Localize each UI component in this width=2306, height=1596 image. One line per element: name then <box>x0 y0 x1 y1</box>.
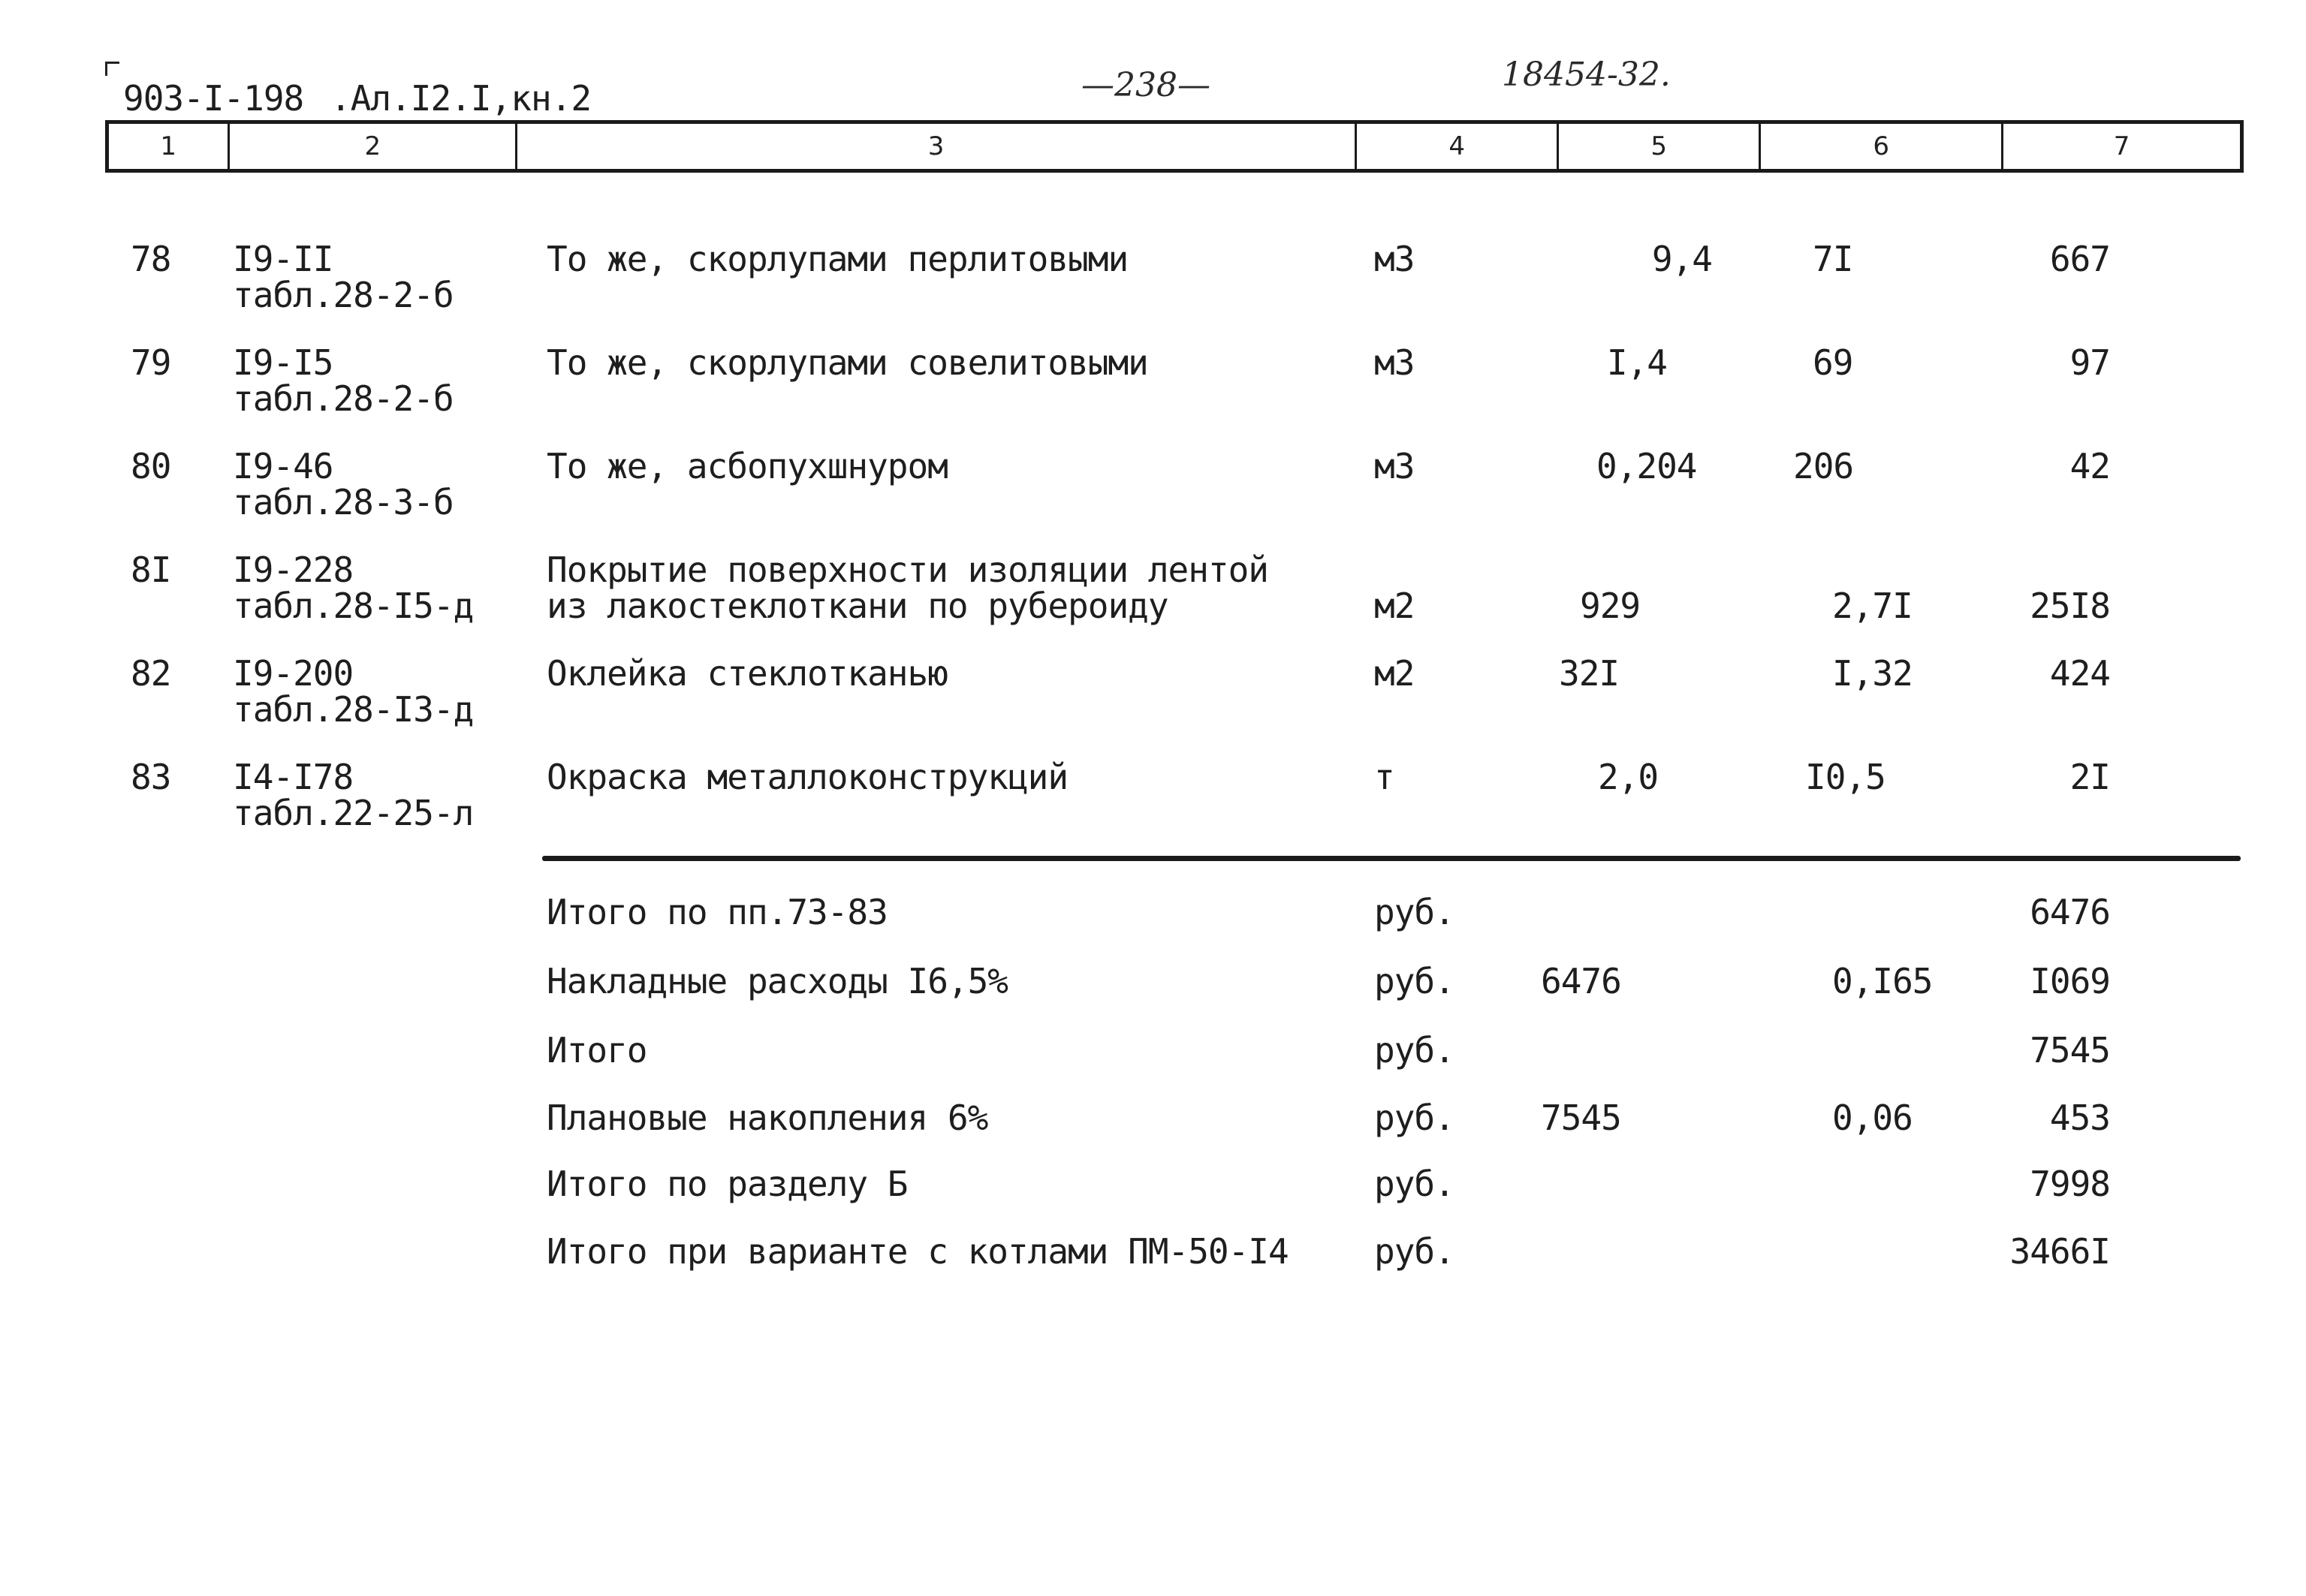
quantity: 9,4 <box>1651 239 1712 279</box>
summary-total: 7545 <box>2030 1030 2110 1071</box>
quantity: 2,0 <box>1598 757 1659 797</box>
quantity: 32I <box>1559 653 1620 694</box>
work-description: Окраска металлоконструкций <box>547 757 1069 797</box>
unit: м3 <box>1374 239 1415 279</box>
column-header: 7 <box>2113 131 2130 161</box>
total-cost: 667 <box>2049 239 2110 279</box>
norm-code: I9-II <box>233 239 333 279</box>
column-header: 4 <box>1357 124 1559 169</box>
summary-label: Итого по пп.73-83 <box>547 892 888 932</box>
corner-mark <box>105 62 119 76</box>
summary-label: Накладные расходы I6,5% <box>547 961 1008 1001</box>
doc-code: 903-I-198 <box>123 78 304 119</box>
column-header-row <box>105 120 2244 173</box>
total-cost: 42 <box>2069 446 2110 486</box>
row-number: 80 <box>131 446 171 486</box>
total-cost: 2I <box>2069 757 2110 797</box>
norm-table: табл.28-I5-д <box>233 586 474 626</box>
summary-label: Плановые накопления 6% <box>547 1098 988 1138</box>
summary-total: I069 <box>2030 961 2110 1001</box>
unit-price: 206 <box>1793 446 1854 486</box>
summary-base: 6476 <box>1541 961 1621 1001</box>
summary-unit: руб. <box>1374 1098 1454 1138</box>
unit: м2 <box>1374 653 1415 694</box>
summary-rate: 0,I65 <box>1832 961 1933 1001</box>
row-number: 78 <box>131 239 171 279</box>
norm-reference <box>233 342 454 419</box>
work-description-continued: из лакостеклоткани по рубероиду <box>547 586 1168 626</box>
album-reference: .Ал.I2.I,кн.2 <box>330 78 592 119</box>
unit: м3 <box>1374 446 1415 486</box>
quantity: 0,204 <box>1596 446 1697 486</box>
total-cost: 25I8 <box>2030 586 2110 626</box>
norm-code: I9-I5 <box>233 342 333 383</box>
unit-price: 7I <box>1813 239 1853 279</box>
summary-label: Итого <box>547 1030 647 1071</box>
summary-unit: руб. <box>1374 892 1454 932</box>
norm-table: табл.28-I3-д <box>233 689 474 730</box>
summary-rate: 0,06 <box>1832 1098 1913 1138</box>
norm-code: I4-I78 <box>233 757 354 797</box>
norm-table: табл.28-3-б <box>233 482 454 522</box>
summary-total: 453 <box>2049 1098 2110 1138</box>
norm-code: I9-200 <box>233 653 354 694</box>
total-cost: 97 <box>2069 342 2110 383</box>
work-description: Покрытие поверхности изоляции лентой <box>547 550 1268 590</box>
quantity: 929 <box>1580 586 1641 626</box>
quantity: I,4 <box>1606 342 1667 383</box>
column-header: 1 <box>109 124 230 169</box>
unit: м2 <box>1374 586 1415 626</box>
norm-reference <box>233 239 454 315</box>
summary-divider <box>542 856 2241 861</box>
row-number: 79 <box>131 342 171 383</box>
summary-unit: руб. <box>1374 1030 1454 1071</box>
summary-unit: руб. <box>1374 961 1454 1001</box>
unit-price: I,32 <box>1832 653 1913 694</box>
work-description: То же, скорлупами совелитовыми <box>547 342 1148 383</box>
summary-unit: руб. <box>1374 1231 1454 1272</box>
total-cost: 424 <box>2049 653 2110 694</box>
work-description: Оклейка стеклотканью <box>547 653 948 694</box>
summary-label: Итого по разделу Б <box>547 1164 908 1204</box>
unit-price: I0,5 <box>1805 757 1885 797</box>
norm-table: табл.22-25-л <box>233 793 474 833</box>
column-header: 5 <box>1559 124 1761 169</box>
norm-reference <box>233 550 474 626</box>
row-number: 82 <box>131 653 171 694</box>
work-description: То же, асбопухшнуром <box>547 446 948 486</box>
norm-code: I9-228 <box>233 550 354 590</box>
summary-unit: руб. <box>1374 1164 1454 1204</box>
work-description: То же, скорлупами перлитовыми <box>547 239 1129 279</box>
norm-reference <box>233 757 474 833</box>
summary-total: 7998 <box>2030 1164 2110 1204</box>
norm-reference <box>233 653 474 730</box>
unit-price: 2,7I <box>1832 586 1913 626</box>
column-header: 6 <box>1761 124 2003 169</box>
summary-total: 6476 <box>2030 892 2110 932</box>
unit-price: 69 <box>1813 342 1853 383</box>
handwritten-reference: 18454-32. <box>1502 56 1671 94</box>
norm-code: I9-46 <box>233 446 333 486</box>
column-header: 3 <box>517 124 1357 169</box>
column-header: 2 <box>230 124 517 169</box>
summary-base: 7545 <box>1541 1098 1621 1138</box>
unit: м3 <box>1374 342 1415 383</box>
norm-table: табл.28-2-б <box>233 378 454 419</box>
norm-reference <box>233 446 454 522</box>
page-number: —238— <box>1081 66 1210 104</box>
summary-label: Итого при варианте с котлами ПМ-50-I4 <box>547 1231 1289 1272</box>
unit: т <box>1374 757 1394 797</box>
row-number: 83 <box>131 757 171 797</box>
row-number: 8I <box>131 550 171 590</box>
norm-table: табл.28-2-б <box>233 275 454 315</box>
summary-total: 3466I <box>2009 1231 2110 1272</box>
